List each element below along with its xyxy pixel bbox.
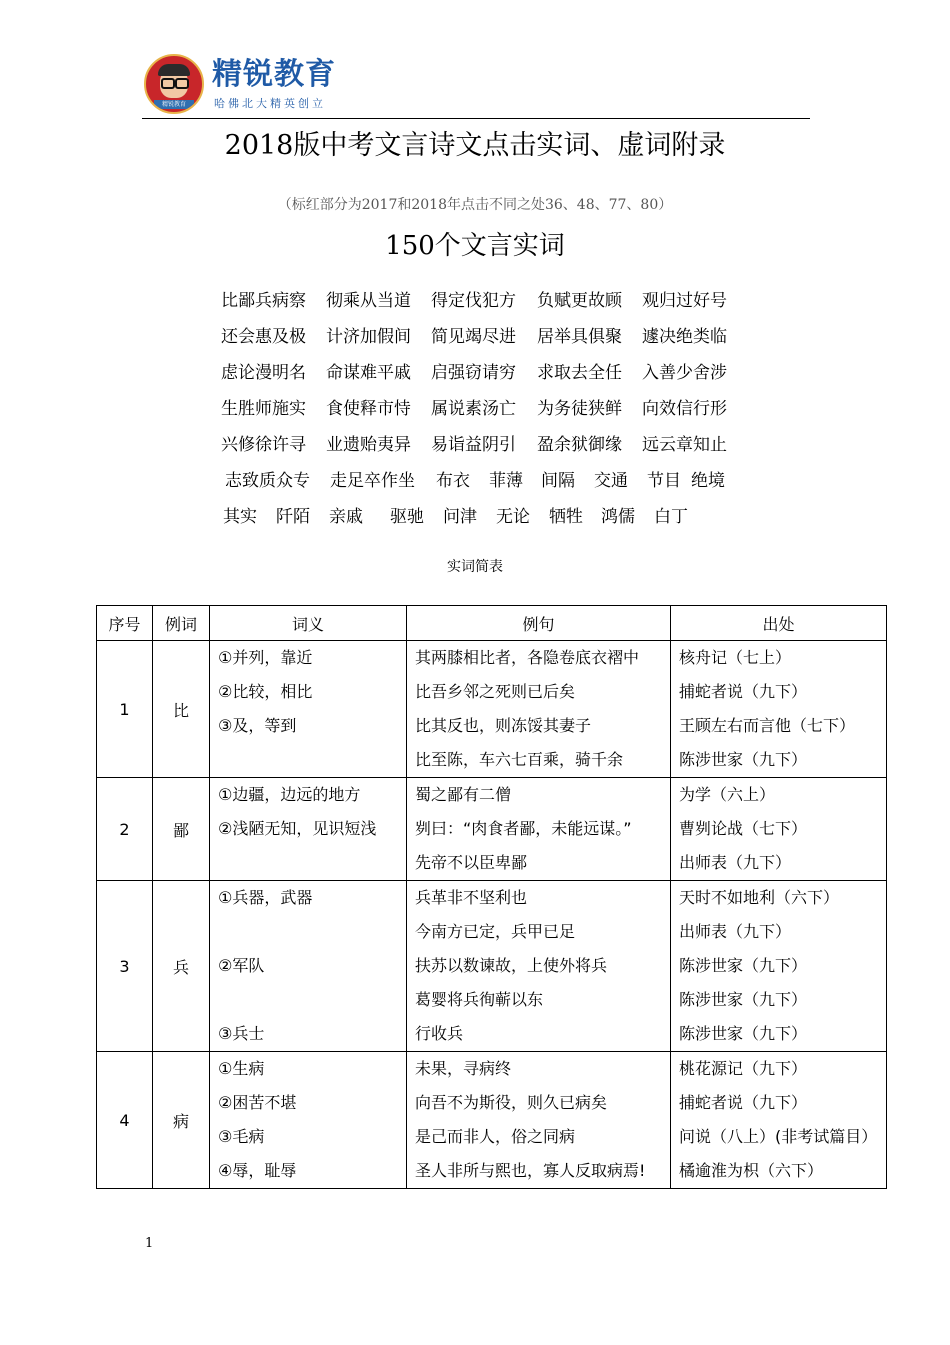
meaning-line: ③兵士: [218, 1024, 265, 1043]
row-number: 1: [97, 641, 153, 778]
meaning-line: ①兵器，武器: [218, 888, 313, 907]
brand-name: 精锐教育: [212, 57, 336, 92]
source-line: 天时不如地利（六下）: [679, 888, 840, 907]
row-examples: [407, 641, 671, 778]
example-line: 未果，寻病终: [415, 1059, 512, 1078]
table-header-row: [97, 606, 887, 641]
word-group: 阡陌: [276, 507, 310, 527]
word-group: 鸿儒: [601, 507, 635, 527]
row-number: 2: [97, 778, 153, 881]
word-group: 走足卒作坐: [330, 471, 415, 491]
meaning-line: ①边疆，边远的地方: [218, 785, 361, 804]
mascot-glasses-left: [161, 78, 175, 89]
word-group: 白丁: [654, 507, 688, 527]
word-group: 居举具俱聚: [537, 327, 622, 347]
meaning-line: [210, 743, 406, 777]
word-group: 计济加假间: [326, 327, 411, 347]
meaning-line: ②军队: [218, 956, 265, 975]
word-group: 其实: [223, 507, 257, 527]
example-line: 刿曰：“肉食者鄙，未能远谋。”: [415, 819, 632, 838]
table-caption: 实词简表: [447, 559, 503, 575]
word-group: 问津: [443, 507, 477, 527]
table-row: [97, 778, 887, 881]
header-no: 序号: [97, 606, 153, 641]
row-sources: [671, 778, 887, 881]
section-heading: 150个文言实词: [385, 231, 565, 261]
meaning-line: [210, 983, 406, 1017]
word-group: 食使释市恃: [326, 399, 411, 419]
word-group: 菲薄: [489, 471, 523, 491]
row-sources: [671, 641, 887, 778]
document-title: 2018版中考文言诗文点击实词、虚词附录: [224, 130, 726, 161]
meaning-line: ①并列，靠近: [218, 648, 313, 667]
word-group: 遽决绝类临: [642, 327, 727, 347]
word-group: 志致质众专: [225, 471, 310, 491]
logo-badge-label: 精锐教育: [154, 100, 194, 109]
word-group: 入善少舍涉: [642, 363, 727, 383]
brand-slogan: 哈佛北大精英创立: [214, 97, 326, 110]
row-examples: [407, 1052, 671, 1189]
word-group: 命谋难平戚: [326, 363, 411, 383]
source-line: 橘逾淮为枳（六下）: [679, 1161, 824, 1180]
header-example: 例句: [407, 606, 671, 641]
word-group: 盈余狱御缘: [537, 435, 622, 455]
example-line: 今南方已定，兵甲已足: [415, 922, 576, 941]
source-line: 出师表（九下）: [679, 853, 792, 872]
word-group: 负赋更故顾: [537, 291, 622, 311]
word-group: 还会惠及极: [221, 327, 306, 347]
page-number: 1: [145, 1236, 154, 1251]
meaning-line: ①生病: [218, 1059, 265, 1078]
row-examples: [407, 881, 671, 1052]
meaning-line: ③及，等到: [218, 716, 297, 735]
mascot-glasses-right: [175, 78, 189, 89]
row-meanings: [210, 881, 407, 1052]
word-group: 比鄙兵病察: [221, 291, 306, 311]
row-meanings: [210, 1052, 407, 1189]
word-group: 绝境: [691, 471, 725, 491]
word-group: 得定伐犯方: [431, 291, 516, 311]
word-group: 启强窃请穷: [431, 363, 516, 383]
example-line: 是己而非人，俗之同病: [415, 1127, 576, 1146]
meaning-line: [210, 846, 406, 880]
logo-badge-icon: [144, 54, 204, 114]
word-group: 间隔: [541, 471, 575, 491]
header-meaning: 词义: [210, 606, 407, 641]
table-row: [97, 641, 887, 778]
meaning-line: ②比较，相比: [218, 682, 313, 701]
source-line: 捕蛇者说（九下）: [679, 1093, 808, 1112]
source-line: 陈涉世家（九下）: [679, 956, 808, 975]
word-group: 虑论漫明名: [221, 363, 306, 383]
example-line: 兵革非不坚利也: [415, 888, 528, 907]
word-group: 兴修徐许寻: [221, 435, 306, 455]
word-group: 交通: [594, 471, 628, 491]
source-line: 陈涉世家（九下）: [679, 750, 808, 769]
word-group: 亲戚: [329, 507, 363, 527]
meaning-line: [210, 915, 406, 949]
header-word: 例词: [153, 606, 210, 641]
row-examples: [407, 778, 671, 881]
row-meanings: [210, 641, 407, 778]
page-header: [142, 50, 810, 119]
meaning-line: ③毛病: [218, 1127, 265, 1146]
source-line: 为学（六上）: [679, 785, 776, 804]
example-line: 比吾乡邻之死则已后矣: [415, 682, 576, 701]
row-number: 3: [97, 881, 153, 1052]
table-row: [97, 1052, 887, 1189]
word-group: 驱驰: [390, 507, 424, 527]
source-line: 出师表（九下）: [679, 922, 792, 941]
word-group: 易诣益阴引: [431, 435, 516, 455]
example-line: 比至陈，车六七百乘，骑千余: [415, 750, 624, 769]
word-group: 为务徒狭鲜: [537, 399, 622, 419]
word-group: 求取去全任: [537, 363, 622, 383]
word-group: 生胜师施实: [221, 399, 306, 419]
source-line: 问说（八上）(非考试篇目）: [679, 1127, 878, 1146]
example-line: 扶苏以数谏故，上使外将兵: [415, 956, 608, 975]
source-line: 曹刿论战（七下）: [679, 819, 808, 838]
row-word: 兵: [153, 881, 210, 1052]
word-group: 向效信行形: [642, 399, 727, 419]
mascot-hair: [158, 64, 190, 76]
table-row: [97, 881, 887, 1052]
example-line: 比其反也，则冻馁其妻子: [415, 716, 592, 735]
word-group: 远云章知止: [642, 435, 727, 455]
word-group: 牺牲: [549, 507, 583, 527]
source-line: 桃花源记（九下）: [679, 1059, 808, 1078]
word-group: 布衣: [436, 471, 470, 491]
example-line: 其两膝相比者，各隐卷底衣褶中: [415, 648, 640, 667]
word-group: 业遗贻夷异: [326, 435, 411, 455]
source-line: 核舟记（七上）: [679, 648, 792, 667]
source-line: 陈涉世家（九下）: [679, 1024, 808, 1043]
row-sources: [671, 1052, 887, 1189]
example-line: 行收兵: [415, 1024, 464, 1043]
meaning-line: ②困苦不堪: [218, 1093, 297, 1112]
meaning-line: ②浅陋无知，见识短浅: [218, 819, 377, 838]
meaning-line: ④辱，耻辱: [218, 1161, 297, 1180]
source-line: 陈涉世家（九下）: [679, 990, 808, 1009]
row-meanings: [210, 778, 407, 881]
source-line: 王顾左右而言他（七下）: [679, 716, 856, 735]
row-word: 比: [153, 641, 210, 778]
source-line: 捕蛇者说（九下）: [679, 682, 808, 701]
example-line: 葛婴将兵徇蕲以东: [415, 990, 544, 1009]
row-word: 病: [153, 1052, 210, 1189]
example-line: 先帝不以臣卑鄙: [415, 853, 528, 872]
row-word: 鄙: [153, 778, 210, 881]
example-line: 圣人非所与熙也，寡人反取病焉!: [415, 1161, 646, 1180]
document-subtitle: （标红部分为2017和2018年点击不同之处36、48、77、80）: [277, 197, 673, 213]
row-sources: [671, 881, 887, 1052]
word-group: 观归过好号: [642, 291, 727, 311]
header-source: 出处: [671, 606, 887, 641]
word-group: 彻乘从当道: [326, 291, 411, 311]
example-line: 蜀之鄙有二僧: [415, 785, 512, 804]
word-group: 节目: [647, 471, 681, 491]
word-group: 简见竭尽进: [431, 327, 516, 347]
example-line: 向吾不为斯役，则久已病矣: [415, 1093, 608, 1112]
word-group: 属说素汤亡: [431, 399, 516, 419]
vocabulary-table: [96, 605, 887, 1189]
word-group: 无论: [496, 507, 530, 527]
row-number: 4: [97, 1052, 153, 1189]
